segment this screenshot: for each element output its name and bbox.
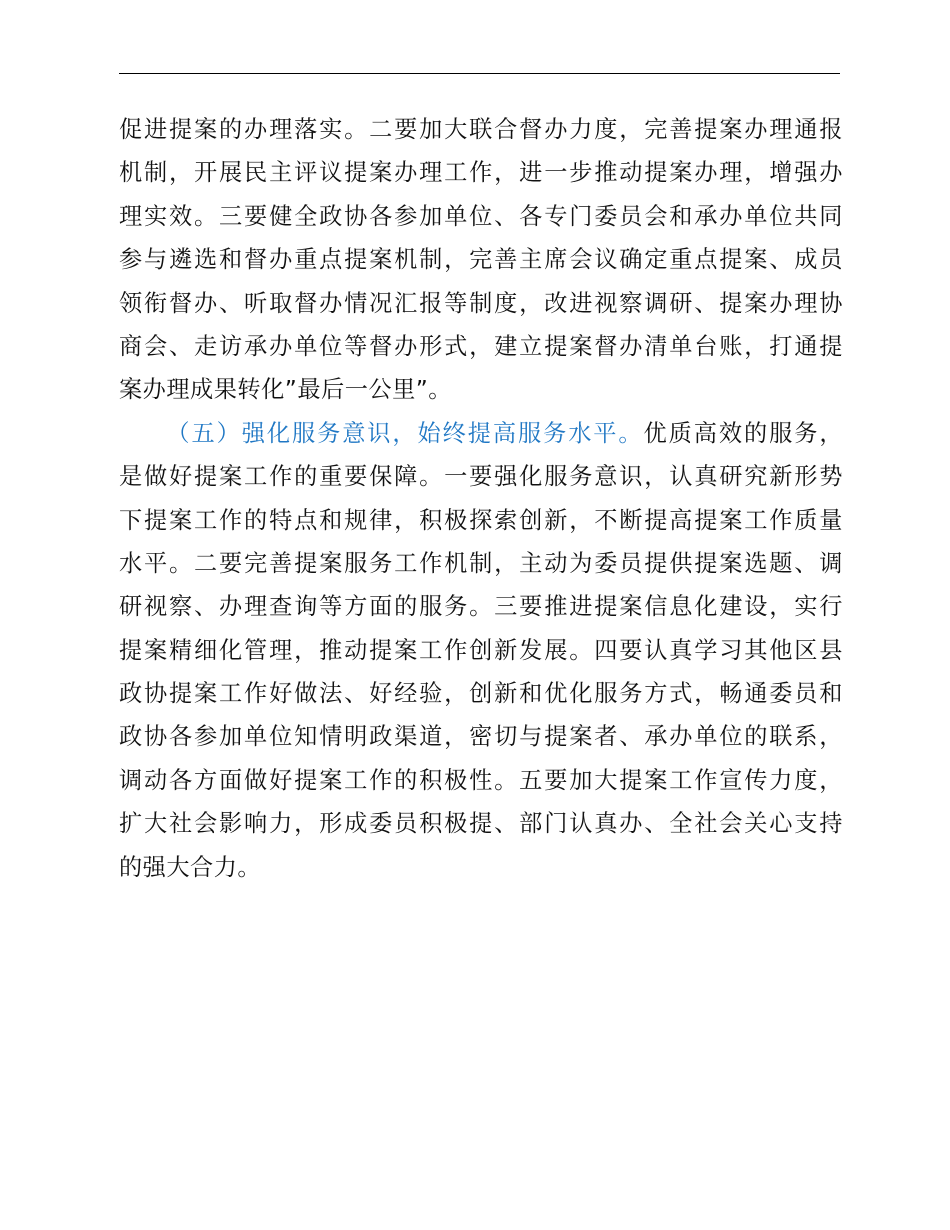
section-heading: （五）强化服务意识，始终提高服务水平。 <box>165 419 644 447</box>
header-rule <box>119 73 840 74</box>
paragraph-2 <box>119 412 843 889</box>
paragraph-1 <box>119 108 843 412</box>
paragraph-2-line: 是做好提案工作的重要保障。一要强化服务意识，认真研究新形势 <box>119 463 843 491</box>
paragraph-2-line: 提案精细化管理，推动提案工作创新发展。四要认真学习其他区县 <box>119 636 843 664</box>
paragraph-1-line: 机制，开展民主评议提案办理工作，进一步推动提案办理，增强办 <box>119 159 843 187</box>
paragraph-2-first-line <box>119 412 843 455</box>
paragraph-1-line: 理实效。三要健全政协各参加单位、各专门委员会和承办单位共同 <box>119 202 843 230</box>
paragraph-1-line: 商会、走访承办单位等督办形式，建立提案督办清单台账，打通提 <box>119 332 843 360</box>
paragraph-2-line: 研视察、办理查询等方面的服务。三要推进提案信息化建设，实行 <box>119 593 843 621</box>
paragraph-2-line: 下提案工作的特点和规律，积极探索创新，不断提高提案工作质量 <box>119 506 843 534</box>
paragraph-1-line: 参与遴选和督办重点提案机制，完善主席会议确定重点提案、成员 <box>119 246 843 274</box>
paragraph-1-line: 促进提案的办理落实。二要加大联合督办力度，完善提案办理通报 <box>119 116 843 143</box>
paragraph-1-line: 案办理成果转化”最后一公里”。 <box>119 376 452 404</box>
paragraph-2-first-line-text: 优质高效的服务， <box>643 419 844 447</box>
paragraph-2-line: 水平。二要完善提案服务工作机制，主动为委员提供提案选题、调 <box>119 549 843 577</box>
paragraph-2-line: 政协各参加单位知情明政渠道，密切与提案者、承办单位的联系， <box>119 723 843 751</box>
body-text <box>119 108 843 889</box>
paragraph-2-line: 政协提案工作好做法、好经验，创新和优化服务方式，畅通委员和 <box>119 680 843 708</box>
paragraph-2-line: 扩大社会影响力，形成委员积极提、部门认真办、全社会关心支持 <box>119 810 843 838</box>
paragraph-2-line: 调动各方面做好提案工作的积极性。五要加大提案工作宣传力度， <box>119 766 843 794</box>
paragraph-1-line: 领衔督办、听取督办情况汇报等制度，改进视察调研、提案办理协 <box>119 289 843 317</box>
paragraph-2-line: 的强大合力。 <box>119 853 262 881</box>
